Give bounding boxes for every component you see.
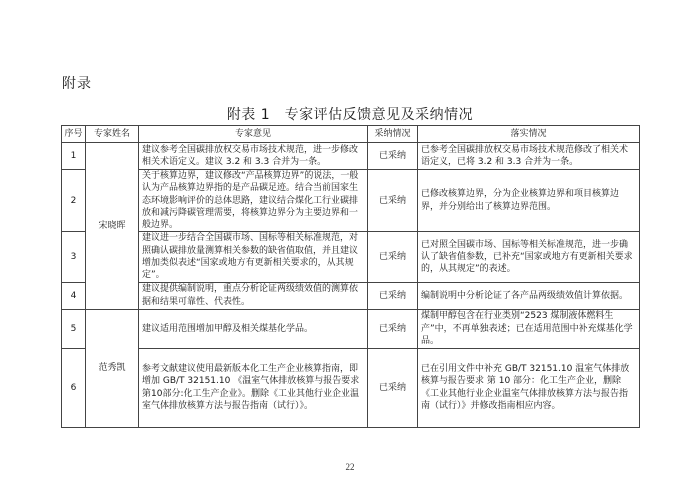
cell-status: 已采纳 — [368, 282, 418, 309]
header-implementation: 落实情况 — [418, 126, 640, 143]
appendix-heading: 附录 — [62, 76, 92, 92]
cell-expert: 宋晓晖 — [86, 143, 139, 310]
table-row — [62, 309, 640, 348]
cell-opinion: 建议参考全国碳排放权交易市场技术规范，进一步修改相关术语定义。建议 3.2 和 3.3 合并为一条。 — [139, 143, 368, 170]
header-status: 采纳情况 — [368, 126, 418, 143]
cell-no: 2 — [62, 170, 86, 232]
table-row — [62, 170, 640, 232]
cell-status: 已采纳 — [368, 232, 418, 282]
cell-implementation: 已对照全国碳市场、国标等相关标准规范，进一步确认了缺省值参数，已补充“国家或地方有更新相关要求的，从其规定”的表述。 — [418, 232, 640, 282]
table-header-row — [62, 126, 640, 143]
cell-implementation: 已在引用文件中补充 GB/T 32151.10 温室气体排放核算与报告要求 第 10 部分：化工生产企业，删除《工业其他行业企业温室气体排放核算方法与报告指南（试行）》并修改指南相应内容。 — [418, 348, 640, 427]
cell-status: 已采纳 — [368, 309, 418, 348]
cell-implementation: 已修改核算边界，分为企业核算边界和项目核算边界，并分别给出了核算边界范围。 — [418, 170, 640, 232]
table-row — [62, 282, 640, 309]
header-opinion: 专家意见 — [139, 126, 368, 143]
cell-implementation: 煤制甲醇包含在行业类别“2523 煤制液体燃料生产”中，不再单独表述；已在适用范围中补充煤基化学品。 — [418, 309, 640, 348]
header-no: 序号 — [62, 126, 86, 143]
cell-implementation: 编制说明中分析论证了各产品两级绩效值计算依据。 — [418, 282, 640, 309]
cell-opinion: 建议提供编制说明，重点分析论证两级绩效值的测算依据和结果可靠性、代表性。 — [139, 282, 368, 309]
cell-opinion: 参考文献建议使用最新版本化工生产企业核算指南，即增加 GB/T 32151.10 《温室气体排放核算与报告要求 第10部分:化工生产企业》。删除《工业其他行业企业温室气体排放核算方法与报告指南（试行）》。 — [139, 348, 368, 427]
cell-opinion: 建议进一步结合全国碳市场、国标等相关标准规范，对照确认碳排放量测算相关参数的缺省值取值，并且建议增加类似表述“国家或地方有更新相关要求的，从其规定”。 — [139, 232, 368, 282]
table-row — [62, 232, 640, 282]
cell-no: 3 — [62, 232, 86, 282]
table-row — [62, 143, 640, 170]
cell-expert: 范秀凯 — [86, 309, 139, 427]
expert-feedback-table — [61, 125, 640, 428]
cell-no: 6 — [62, 348, 86, 427]
cell-status: 已采纳 — [368, 170, 418, 232]
cell-implementation: 已参考全国碳排放权交易市场技术规范修改了相关术语定义，已将 3.2 和 3.3 合并为一条。 — [418, 143, 640, 170]
table-row — [62, 348, 640, 427]
cell-opinion: 关于核算边界，建议修改“产品核算边界”的说法，一般认为产品核算边界指的是产品碳足迹。结合当前国家生态环境影响评价的总体思路，建议结合煤化工行业碳排放和减污降碳管理需要，将核算边界分为主要边界和一般边界。 — [139, 170, 368, 232]
cell-no: 4 — [62, 282, 86, 309]
header-expert: 专家姓名 — [86, 126, 139, 143]
cell-status: 已采纳 — [368, 143, 418, 170]
cell-status: 已采纳 — [368, 348, 418, 427]
cell-no: 5 — [62, 309, 86, 348]
cell-no: 1 — [62, 143, 86, 170]
page-number: 22 — [345, 462, 355, 472]
cell-opinion: 建议适用范围增加甲醇及相关煤基化学品。 — [139, 309, 368, 348]
table-title: 附表 1 专家评估反馈意见及采纳情况 — [226, 107, 474, 123]
